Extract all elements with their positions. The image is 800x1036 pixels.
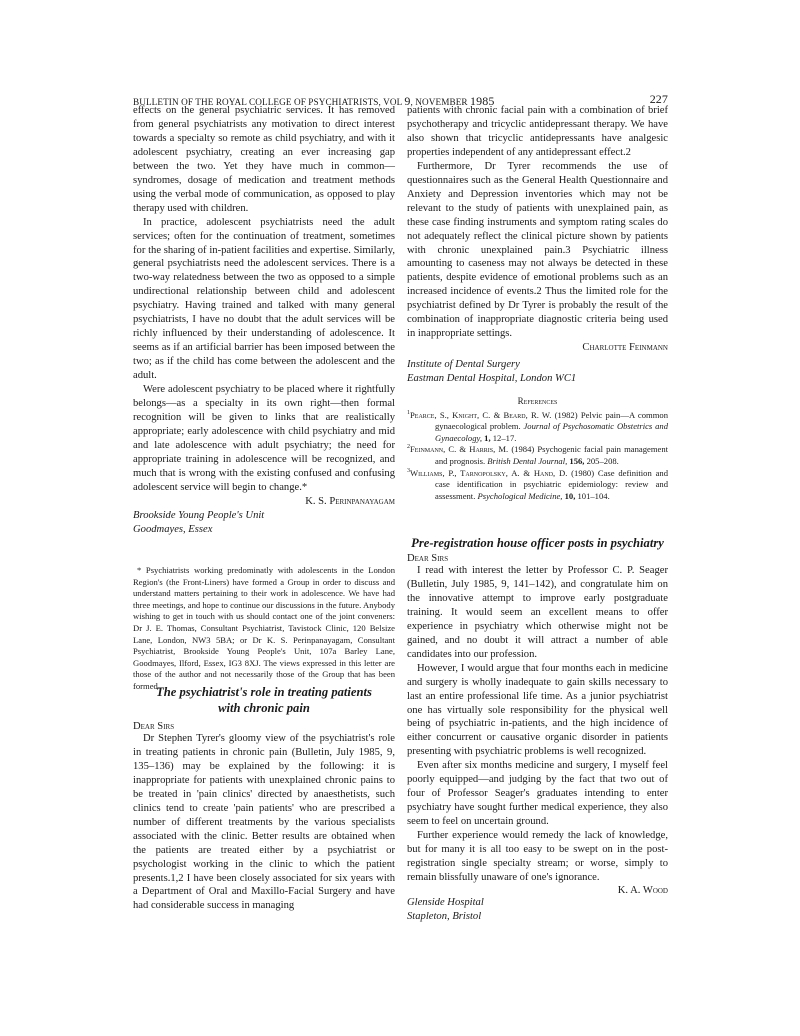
salutation: Dear Sirs <box>407 553 449 564</box>
year: 1985 <box>470 94 495 108</box>
volume: 9 <box>404 94 411 108</box>
letter-2-continued <box>407 104 668 386</box>
affiliation-line: Brookside Young People's Unit <box>133 509 265 521</box>
article-title: Pre-registration house officer posts in psychiatry <box>411 536 664 550</box>
paragraph: Furthermore, Dr Tyrer recommends the use of questionnaires such as the General Health Questionnaire and Anxiety and Depression inventories which may not be relevant to the study of patients with unexplained pain, as these case finding instruments and symptom rating scales do not adequately reflect the clinical picture shown by patients with chronic unexplained pain.3 Psychiatric illness amounting to caseness may not always be detected in these patients, despite evidence of emotional problems such as an increased incidence of events.2 Thus the limited role for the psychiatrist defined by Dr Tyrer is probably the result of the combination of inappropriate diagnostic criteria being used in inappropriate settings. <box>407 160 668 340</box>
journal-title: BULLETIN OF THE ROYAL COLLEGE OF PSYCHIATRISTS, VOL <box>133 97 405 107</box>
references-heading: References <box>517 396 558 406</box>
affiliation <box>407 896 668 924</box>
affiliation-line: Glenside Hospital <box>407 896 484 908</box>
issue-date: , NOVEMBER <box>410 97 471 107</box>
paragraph: Dr Stephen Tyrer's gloomy view of the psychiatrist's role in treating patients in chronic pain (Bulletin, July 1985, 9, 135–136) may be explained by the following: it is inappropriate for patients with unexplained chronic pains to be treated in 'pain clinics' directed by anaesthetists, such clinics tend to create 'pain patients' who are prescribed a number of different treatments by the various specialists associated with the clinic. Better results are obtained when the patients are treated either by a psychiatrist or psychologist working in the clinic to which the patient presents.1,2 I have been closely associated for six years with a Department of Oral and Maxillo-Facial Surgery and have had considerable success in managing <box>133 733 395 912</box>
paragraph: However, I would argue that four months each in medicine and surgery is wholly inadequate to gain skills necessary to last an entire professional life time. As a junior psychiatrist one has virtually sole responsibility for the physical well being of psychiatric in-patients, and the high incidence of either concurrent or causative organic disorder in patients presenting with psychiatric problems is well recognized. <box>407 662 668 758</box>
footnote-text: * Psychiatrists working predominatly with adolescents in the London Region's (the Front-Liners) have formed a Group in order to discuss and understand matters pertaining to their work in adolescence. We have had three meetings, and hope to continue our discussions in the future. Anybody wishing to get in touch with us should contact one of the joint conveners: Dr J. E. Thomas, Consultant Psychiatrist, Tavistock Clinic, 120 Belsize Lane, London, NW3 5BA; or Dr K. S. Perinpanayagam, Consultant Psychiatrist, Brookside Young People's Unit, 107a Barley Lane, Goodmayes, Ilford, Essex, IG3 8XJ. The views expressed in this letter are those of the author and not necessarily those of the Group that has been formed. <box>133 565 395 691</box>
letter-3 <box>407 535 668 924</box>
affiliation <box>133 509 395 537</box>
references <box>407 396 668 502</box>
paragraph: Even after six months medicine and surgery, I myself feel poorly equipped—and judging by the fact that two out of four of Professor Seager's graduates intending to enter psychiatry have sought further medical experience, they also seem to feel on uncertain ground. <box>407 760 668 828</box>
reference-item: $^3$Williams, P., Tarnopolsky, A. & Hand, D. (1980) Case definition and case identification in psychiatric epidemiology: review and assessment. Psychological Medicine, 10, 101–104. <box>407 467 668 501</box>
reference-item: $^1$Pearce, S., Knight, C. & Beard, R. W. (1982) Pelvic pain—A common gynaecological problem. Journal of Psychosomatic Obstetrics and Gynaecology, 1, 12–17. <box>407 409 669 443</box>
paragraph: Further experience would remedy the lack of knowledge, but for many it is all too easy to be swept on in the post-registration single specialty stream; or worse, simply to remain blissfully unaware of one's ignorance. <box>407 830 668 883</box>
signature: K. S. Perinpanayagam <box>305 495 395 507</box>
article-title: The psychiatrist's role in treating patients with chronic pain <box>156 685 372 715</box>
page-number: 227 <box>649 92 668 106</box>
affiliation-line: Stapleton, Bristol <box>407 910 482 922</box>
paragraph: patients with chronic facial pain with a combination of brief psychotherapy and tricyclic antidepressant therapy. We have also shown that tricyclic antidepressants have analgesic properties independent of any antidepressant effect.2 <box>407 105 668 158</box>
affiliation-line: Institute of Dental Surgery <box>407 359 520 371</box>
signature: Charlotte Feinmann <box>582 342 668 354</box>
signature: K. A. Wood <box>617 884 668 896</box>
salutation: Dear Sirs <box>133 721 175 732</box>
reference-item: $^2$Feinmann, C. & Harris, M. (1984) Psychogenic facial pain management and prognosis. British Dental Journal, 156, 205–208. <box>407 444 668 466</box>
footnote <box>133 565 395 693</box>
affiliation <box>407 358 668 386</box>
paragraph: Were adolescent psychiatry to be placed where it rightfully belongs—as a specialty in its own right—then formal recognition will be given to links that are realistically appropriate; early adolescence with child psychiatry and mid and late adolescence with adult psychiatry; the need for appropriate training in adolescence will be recognized, and much that is wrong with the existing confused and confusing adolescent service will begin to change.* <box>133 384 395 493</box>
letter-1-body <box>133 104 395 537</box>
paragraph: I read with interest the letter by Professor C. P. Seager (Bulletin, July 1985, 9, 141–142), and congratulate him on the innovative attempt to improve early postgraduate training. It would seem an excellent means to offer experience in psychiatry which otherwise might not be gained, and no doubt it will attract a number of able candidates into our profession. <box>407 565 668 660</box>
affiliation-line: Goodmayes, Essex <box>133 523 213 535</box>
letter-2 <box>133 684 395 913</box>
paragraph: effects on the general psychiatric services. It has removed from general psychiatrists any motivation to direct interest towards a specialty so remote as child psychiatry, and with it adolescent psychiatry, creating an ever increasing gap between the two. Yet they have much in common—syndromes, dosage of medication and treatment methods using the verbal mode of communication, as opposed to play therapy used with children. <box>133 105 395 214</box>
affiliation-line: Eastman Dental Hospital, London WC1 <box>407 373 577 385</box>
paragraph: In practice, adolescent psychiatrists need the adult services; often for the continuation of treatment, sometimes for the sharing of in-patient facilities and expertise. Similarly, general psychiatrists need the adolescent services. There is a two-way relatedness between the two as opposed to a simple undirectional relationship between child and adolescent psychiatry. Having trained and talked with many general psychiatrists, I have no doubt that the adult services will be richly influenced by their understanding of adolescence. It seems as if an artificial barrier has been imposed between the two; as if the child has come between the adolescent and the adult. <box>133 216 395 382</box>
